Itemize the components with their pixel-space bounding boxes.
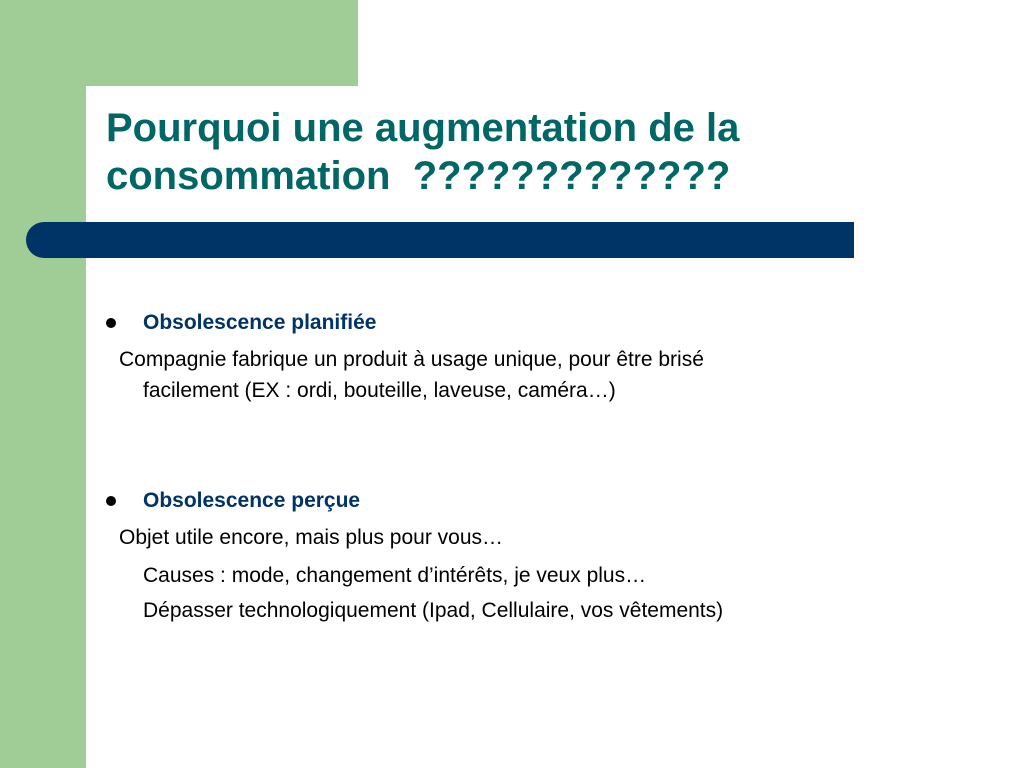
title-line-1: Pourquoi une augmentation de la	[106, 106, 740, 150]
section-1-line-1: Compagnie fabrique un produit à usage unique, pour être brisé	[119, 348, 704, 371]
section-2-line-3: Dépasser technologiquement (Ipad, Cellulaire, vos vêtements)	[143, 599, 724, 622]
section-heading-planned-obsolescence: Obsolescence planifiée	[143, 311, 377, 334]
bullet-icon	[106, 318, 116, 328]
title-line-2: consommation ?????????????	[106, 154, 731, 198]
section-2-line-1: Objet utile encore, mais plus pour vous…	[119, 526, 504, 549]
section-1-line-2: facilement (EX : ordi, bouteille, laveuse, caméra…)	[143, 379, 616, 402]
bullet-icon	[106, 496, 116, 506]
section-heading-perceived-obsolescence: Obsolescence perçue	[143, 489, 361, 512]
section-2-line-2: Causes : mode, changement d’intérêts, je veux plus…	[143, 564, 647, 587]
